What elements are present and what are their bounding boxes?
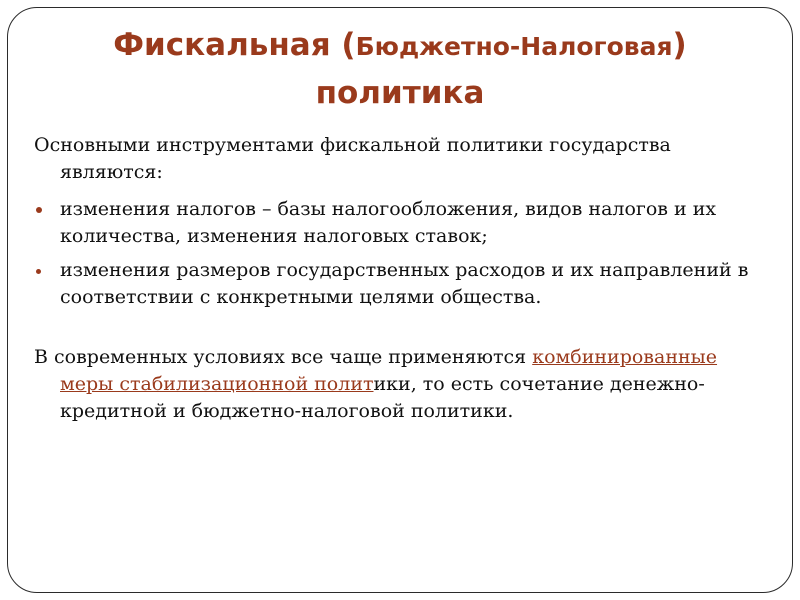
closing-paragraph: [34, 344, 764, 425]
spacer: [34, 318, 764, 344]
closing-text-before: В современных условиях все чаще применяются: [34, 346, 533, 368]
bullet-list: [34, 196, 764, 311]
list-item: [34, 257, 764, 311]
bullet-text: изменения налогов – базы налогообложения, видов налогов и их количества, изменения налоговых ставок;: [60, 198, 717, 247]
title-subtitle: Бюджетно-Налоговая: [355, 32, 673, 61]
intro-paragraph: Основными инструментами фискальной политики государства являются:: [34, 134, 671, 183]
bullet-text: изменения размеров государственных расходов и их направлений в соответствии с конкретными целями общества.: [60, 259, 749, 308]
bullet-dot-icon: [36, 207, 42, 213]
bullet-dot-icon: [36, 269, 41, 274]
title-line2: политика: [315, 75, 485, 111]
closing-text-after: ики, то есть сочетание денежно-кредитной и бюджетно-налоговой политики.: [60, 373, 705, 422]
title-main: Фискальная (: [113, 27, 356, 63]
list-item: [34, 196, 764, 250]
combined-measures-link[interactable]: комбинированные меры стабилизационной полит: [60, 346, 718, 395]
slide-title: [20, 22, 780, 116]
slide-body: [34, 132, 764, 425]
title-close-paren: ): [672, 27, 687, 63]
